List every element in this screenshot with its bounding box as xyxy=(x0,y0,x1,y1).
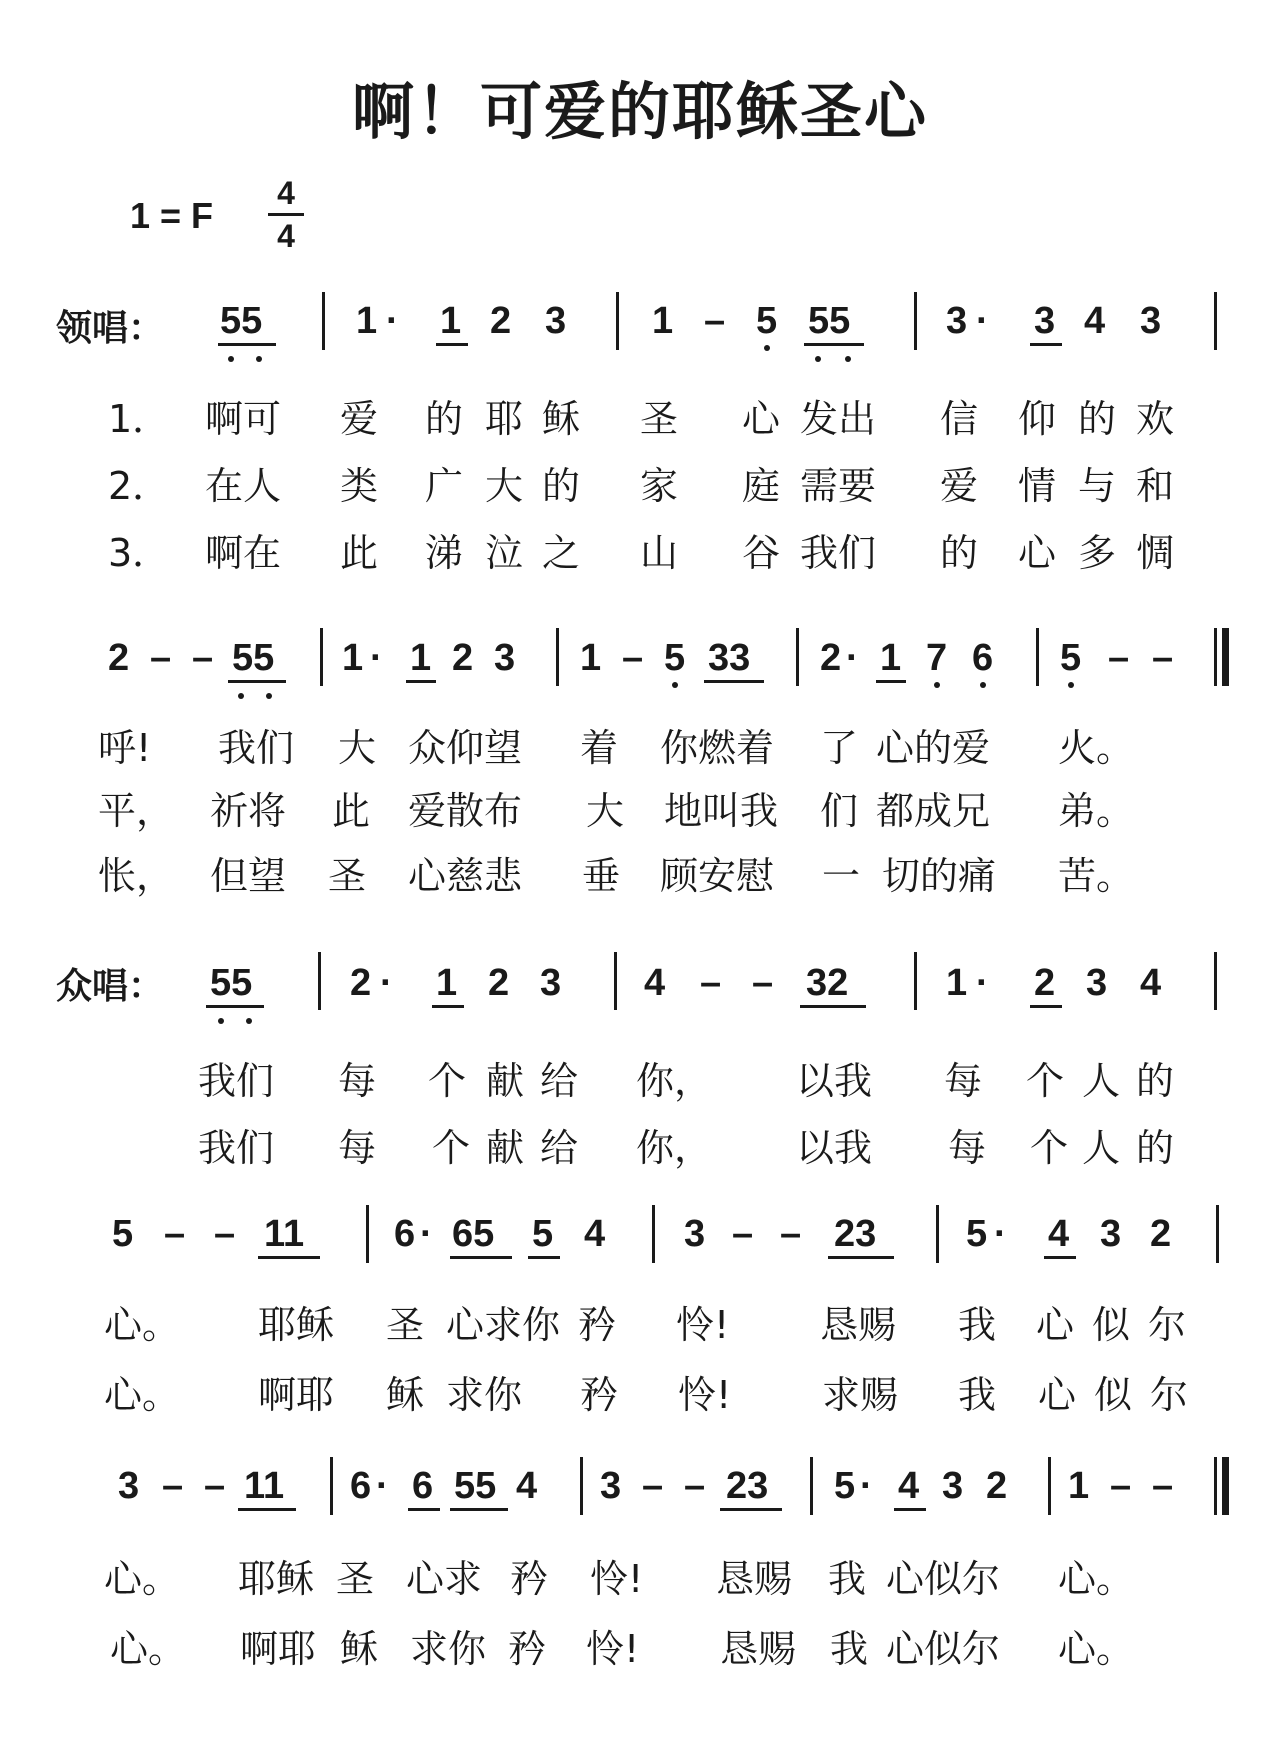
lyric-syllable: 稣 xyxy=(340,1627,379,1671)
dash: – xyxy=(192,637,214,679)
note: 5 xyxy=(756,300,778,342)
lyric-syllable: 矜 xyxy=(508,1627,547,1671)
barline xyxy=(556,628,559,686)
lyric-syllable: 怅， xyxy=(98,854,175,898)
final-barline-thick xyxy=(1222,628,1229,686)
note: 3 xyxy=(1086,962,1108,1004)
lyric-syllable: 惆 xyxy=(1136,531,1175,575)
lyric-syllable: 你燃着 xyxy=(660,726,775,770)
lyric-syllable: 火。 xyxy=(1058,726,1135,770)
lyric-syllable: 心求 xyxy=(406,1557,483,1601)
lyric-syllable: 怜! xyxy=(590,1557,644,1601)
note: 2 xyxy=(108,637,130,679)
lyric-syllable: 着 xyxy=(580,726,619,770)
dash: – xyxy=(684,1465,706,1507)
lyric-syllable: 啊在 xyxy=(205,531,282,575)
dot-note: · xyxy=(380,962,393,1004)
note: 2 xyxy=(452,637,474,679)
barline xyxy=(1214,292,1217,350)
lyric-syllable: 个 xyxy=(1030,1126,1069,1170)
lyric-syllable: 在人 xyxy=(205,464,282,508)
lyric-syllable: 心。 xyxy=(104,1303,181,1347)
lyric-syllable: 但望 xyxy=(210,854,287,898)
note: 1 xyxy=(880,637,902,679)
key-signature: 1 = F xyxy=(130,195,214,236)
note: 4 xyxy=(898,1465,920,1507)
barline xyxy=(652,1205,655,1263)
lyric-syllable: 耶稣 xyxy=(258,1303,335,1347)
lyric-syllable: 心的爱 xyxy=(876,726,991,770)
dash: – xyxy=(704,300,726,342)
lyric-syllable: 啊耶 xyxy=(240,1627,317,1671)
time-signature xyxy=(268,175,304,254)
dash: – xyxy=(150,637,172,679)
note: 55 xyxy=(232,637,275,679)
note: 3 xyxy=(540,962,562,1004)
low-octave-dot xyxy=(238,693,244,699)
lyric-syllable: 的 xyxy=(542,464,581,508)
note: 1 xyxy=(356,300,378,342)
lyric-syllable: 弟。 xyxy=(1058,789,1135,833)
lyric-syllable: 涕 xyxy=(425,531,464,575)
lyric-syllable: 心似尔 xyxy=(886,1627,1001,1671)
lyric-syllable: 垂 xyxy=(582,854,621,898)
barline xyxy=(322,292,325,350)
note: 32 xyxy=(806,962,849,1004)
note: 6 xyxy=(350,1465,372,1507)
note: 3 xyxy=(1034,300,1056,342)
lyric-syllable: 我 xyxy=(828,1557,867,1601)
note: 5 xyxy=(966,1213,988,1255)
barline xyxy=(914,952,917,1010)
dash: – xyxy=(622,637,644,679)
lyric-syllable: 都成兄 xyxy=(876,789,991,833)
note: 3 xyxy=(1140,300,1162,342)
barline xyxy=(318,952,321,1010)
lyric-syllable: 矜 xyxy=(580,1373,619,1417)
barline xyxy=(1048,1457,1051,1515)
low-octave-dot xyxy=(934,682,940,688)
lyric-syllable: 恳赐 xyxy=(716,1557,793,1601)
lyric-syllable: 大 xyxy=(338,726,377,770)
note: 2 xyxy=(490,300,512,342)
lyric-syllable: 个 xyxy=(1026,1059,1065,1103)
note: 5 xyxy=(664,637,686,679)
underline xyxy=(218,343,276,346)
note: 2 xyxy=(986,1465,1008,1507)
lyric-syllable: 多 xyxy=(1078,531,1117,575)
note: 6 xyxy=(972,637,994,679)
underline xyxy=(704,680,764,683)
verse-number: 1． xyxy=(108,397,171,441)
lyric-syllable: 欢 xyxy=(1136,397,1175,441)
lyric-syllable: 矜 xyxy=(578,1303,617,1347)
lyric-syllable: 啊可 xyxy=(205,397,282,441)
note: 5 xyxy=(1060,637,1082,679)
underline xyxy=(528,1256,560,1259)
lyric-syllable: 恳赐 xyxy=(720,1627,797,1671)
lyric-syllable: 泣 xyxy=(485,531,524,575)
lyric-syllable: 大 xyxy=(586,789,625,833)
lyric-syllable: 的 xyxy=(1078,397,1117,441)
note: 65 xyxy=(452,1213,495,1255)
lyric-syllable: 信 xyxy=(940,397,979,441)
lyric-syllable: 你， xyxy=(636,1126,713,1170)
lyric-syllable: 人 xyxy=(1082,1059,1121,1103)
time-signature-bar xyxy=(268,213,304,216)
lyric-syllable: 和 xyxy=(1136,464,1175,508)
note: 11 xyxy=(244,1465,285,1507)
note: 55 xyxy=(210,962,253,1004)
lyric-syllable: 心。 xyxy=(104,1557,181,1601)
lyric-syllable: 顾安慰 xyxy=(660,854,775,898)
underline xyxy=(720,1508,782,1511)
lyric-syllable: 个 xyxy=(428,1059,467,1103)
note: 2 xyxy=(350,962,372,1004)
lyric-syllable: 每 xyxy=(338,1059,377,1103)
lyric-syllable: 的 xyxy=(940,531,979,575)
lyric-syllable: 心求你 xyxy=(446,1303,561,1347)
lyric-syllable: 呼! xyxy=(98,726,152,770)
lyric-syllable: 心 xyxy=(742,397,781,441)
note: 2 xyxy=(1034,962,1056,1004)
note: 5 xyxy=(532,1213,554,1255)
lyric-syllable: 圣 xyxy=(386,1303,425,1347)
lyric-syllable: 心。 xyxy=(104,1373,181,1417)
lyric-syllable: 心 xyxy=(1036,1303,1075,1347)
barline xyxy=(320,628,323,686)
low-octave-dot xyxy=(980,682,986,688)
lyric-syllable: 怜! xyxy=(678,1373,732,1417)
barline xyxy=(616,292,619,350)
lyric-syllable: 们 xyxy=(820,789,859,833)
verse-number: 3． xyxy=(108,531,171,575)
dot-note: · xyxy=(860,1465,873,1507)
note: 1 xyxy=(342,637,364,679)
barline xyxy=(1214,952,1217,1010)
note: 3 xyxy=(118,1465,140,1507)
lyric-syllable: 人 xyxy=(1082,1126,1121,1170)
barline xyxy=(936,1205,939,1263)
lyric-syllable: 心慈悲 xyxy=(408,854,523,898)
lyric-syllable: 家 xyxy=(640,464,679,508)
dash: – xyxy=(642,1465,664,1507)
note: 1 xyxy=(436,962,458,1004)
dot-note: · xyxy=(976,962,989,1004)
underline xyxy=(408,1508,440,1511)
dash: – xyxy=(1152,1465,1174,1507)
barline xyxy=(366,1205,369,1263)
lyric-syllable: 圣 xyxy=(640,397,679,441)
lyric-syllable: 的 xyxy=(1136,1059,1175,1103)
lyric-syllable: 怜! xyxy=(676,1303,730,1347)
lyric-syllable: 爱 xyxy=(340,397,379,441)
underline xyxy=(258,1256,320,1259)
lyric-syllable: 的 xyxy=(1136,1126,1175,1170)
lyric-syllable: 似 xyxy=(1094,1373,1133,1417)
low-octave-dot xyxy=(672,682,678,688)
note: 3 xyxy=(545,300,567,342)
lyric-syllable: 爱 xyxy=(940,464,979,508)
lyric-syllable: 之 xyxy=(542,531,581,575)
lyric-syllable: 求你 xyxy=(410,1627,487,1671)
lyric-syllable: 矜 xyxy=(510,1557,549,1601)
lyric-syllable: 大 xyxy=(485,464,524,508)
lyric-syllable: 的 xyxy=(425,397,464,441)
lyric-syllable: 稣 xyxy=(542,397,581,441)
lyric-syllable: 每 xyxy=(944,1059,983,1103)
note: 3 xyxy=(494,637,516,679)
note: 4 xyxy=(1140,962,1162,1004)
note: 6 xyxy=(412,1465,434,1507)
dot-note: · xyxy=(386,300,399,342)
lyric-syllable: 庭 xyxy=(742,464,781,508)
note: 1 xyxy=(440,300,462,342)
dash: – xyxy=(780,1213,802,1255)
lead-label: 领唱： xyxy=(56,308,165,349)
time-signature-bottom: 4 xyxy=(277,218,295,254)
dash: – xyxy=(204,1465,226,1507)
barline xyxy=(330,1457,333,1515)
lyric-syllable: 祈将 xyxy=(210,789,287,833)
lyric-syllable: 我们 xyxy=(198,1126,275,1170)
dash: – xyxy=(1110,1465,1132,1507)
underline xyxy=(238,1508,296,1511)
lyric-syllable: 类 xyxy=(340,464,379,508)
note: 55 xyxy=(454,1465,497,1507)
lyric-syllable: 与 xyxy=(1078,464,1117,508)
note: 4 xyxy=(644,962,666,1004)
underline xyxy=(228,680,286,683)
lyric-syllable: 此 xyxy=(340,531,379,575)
lyric-syllable: 一 xyxy=(822,854,861,898)
lyric-syllable: 此 xyxy=(332,789,371,833)
dash: – xyxy=(214,1213,236,1255)
note: 4 xyxy=(516,1465,538,1507)
lyric-syllable: 心 xyxy=(1018,531,1057,575)
underline xyxy=(828,1256,894,1259)
dash: – xyxy=(700,962,722,1004)
note: 7 xyxy=(926,637,948,679)
note: 3 xyxy=(600,1465,622,1507)
note: 1 xyxy=(410,637,432,679)
lyric-syllable: 似 xyxy=(1092,1303,1131,1347)
lyric-syllable: 我们 xyxy=(198,1059,275,1103)
barline xyxy=(914,292,917,350)
final-barline-thick xyxy=(1222,1457,1229,1515)
note: 3 xyxy=(1100,1213,1122,1255)
dash: – xyxy=(1152,637,1174,679)
underline xyxy=(450,1508,508,1511)
note: 1 xyxy=(1068,1465,1090,1507)
final-barline-thin xyxy=(1214,1457,1217,1515)
note: 3 xyxy=(684,1213,706,1255)
underline xyxy=(432,1005,464,1008)
note: 55 xyxy=(808,300,851,342)
chorus-label: 众唱： xyxy=(56,966,165,1007)
low-octave-dot xyxy=(218,1018,224,1024)
dot-note: · xyxy=(420,1213,433,1255)
lyric-syllable: 广 xyxy=(425,464,464,508)
lyric-syllable: 地叫我 xyxy=(664,789,779,833)
lyric-syllable: 切的痛 xyxy=(882,854,997,898)
lyric-syllable: 众仰望 xyxy=(408,726,523,770)
note: 55 xyxy=(220,300,263,342)
underline xyxy=(406,680,436,683)
lyric-syllable: 给 xyxy=(540,1059,579,1103)
lyric-syllable: 需要 xyxy=(800,464,877,508)
lyric-syllable: 了 xyxy=(820,726,859,770)
note: 1 xyxy=(946,962,968,1004)
underline xyxy=(804,343,864,346)
lyric-syllable: 尔 xyxy=(1148,1303,1187,1347)
lyric-syllable: 每 xyxy=(948,1126,987,1170)
note: 2 xyxy=(488,962,510,1004)
low-octave-dot xyxy=(845,356,851,362)
lyric-syllable: 平， xyxy=(98,789,175,833)
barline xyxy=(810,1457,813,1515)
lyric-syllable: 怜! xyxy=(586,1627,640,1671)
lyric-syllable: 求赐 xyxy=(822,1373,899,1417)
verse-number: 2． xyxy=(108,464,171,508)
note: 2 xyxy=(820,637,842,679)
underline xyxy=(206,1005,264,1008)
lyric-syllable: 心。 xyxy=(1058,1557,1135,1601)
lyric-syllable: 我 xyxy=(830,1627,869,1671)
lyric-syllable: 我 xyxy=(958,1303,997,1347)
underline xyxy=(1030,1005,1062,1008)
underline xyxy=(1044,1256,1076,1259)
note: 4 xyxy=(1048,1213,1070,1255)
final-barline-thin xyxy=(1214,628,1217,686)
note: 23 xyxy=(834,1213,877,1255)
lyric-syllable: 你， xyxy=(636,1059,713,1103)
barline xyxy=(796,628,799,686)
lyric-syllable: 给 xyxy=(540,1126,579,1170)
low-octave-dot xyxy=(1068,682,1074,688)
underline xyxy=(876,680,906,683)
lyric-syllable: 我 xyxy=(958,1373,997,1417)
note: 1 xyxy=(580,637,602,679)
note: 4 xyxy=(584,1213,606,1255)
lyric-syllable: 啊耶 xyxy=(258,1373,335,1417)
underline xyxy=(450,1256,512,1259)
note: 33 xyxy=(708,637,751,679)
barline xyxy=(1216,1205,1219,1263)
lyric-syllable: 恳赐 xyxy=(820,1303,897,1347)
note: 23 xyxy=(726,1465,769,1507)
dot-note: · xyxy=(370,637,383,679)
barline xyxy=(614,952,617,1010)
lyric-syllable: 每 xyxy=(338,1126,377,1170)
lyric-syllable: 心似尔 xyxy=(886,1557,1001,1601)
note: 2 xyxy=(1150,1213,1172,1255)
underline xyxy=(436,343,468,346)
note: 6 xyxy=(394,1213,416,1255)
lyric-syllable: 求你 xyxy=(446,1373,523,1417)
low-octave-dot xyxy=(246,1018,252,1024)
lyric-syllable: 我们 xyxy=(218,726,295,770)
low-octave-dot xyxy=(815,356,821,362)
dash: – xyxy=(162,1465,184,1507)
lyric-syllable: 献 xyxy=(486,1126,525,1170)
lyric-syllable: 尔 xyxy=(1150,1373,1189,1417)
lyric-syllable: 个 xyxy=(432,1126,471,1170)
low-octave-dot xyxy=(764,345,770,351)
lyric-syllable: 爱散布 xyxy=(408,789,523,833)
note: 11 xyxy=(264,1213,305,1255)
lyric-syllable: 心 xyxy=(1038,1373,1077,1417)
barline xyxy=(1036,628,1039,686)
lyric-syllable: 圣 xyxy=(336,1557,375,1601)
lyric-syllable: 苦。 xyxy=(1058,854,1135,898)
time-signature-top: 4 xyxy=(277,175,295,211)
song-title: 啊！可爱的耶稣圣心 xyxy=(351,75,928,148)
lyric-syllable: 山 xyxy=(640,531,679,575)
lyric-syllable: 耶 xyxy=(485,397,524,441)
note: 4 xyxy=(1084,300,1106,342)
barline xyxy=(580,1457,583,1515)
dash: – xyxy=(752,962,774,1004)
lyric-syllable: 以我 xyxy=(796,1059,873,1103)
lyric-syllable: 谷 xyxy=(742,531,781,575)
note: 5 xyxy=(834,1465,856,1507)
low-octave-dot xyxy=(256,356,262,362)
lyric-syllable: 发出 xyxy=(800,397,877,441)
dot-note: · xyxy=(376,1465,389,1507)
lyric-syllable: 我们 xyxy=(800,531,877,575)
note: 3 xyxy=(946,300,968,342)
note: 5 xyxy=(112,1213,134,1255)
note: 3 xyxy=(942,1465,964,1507)
lyric-syllable: 心。 xyxy=(1058,1627,1135,1671)
lyric-syllable: 耶稣 xyxy=(238,1557,315,1601)
note: 1 xyxy=(652,300,674,342)
lyric-syllable: 稣 xyxy=(386,1373,425,1417)
lyric-syllable: 心。 xyxy=(110,1627,187,1671)
lyric-syllable: 献 xyxy=(486,1059,525,1103)
low-octave-dot xyxy=(228,356,234,362)
dash: – xyxy=(164,1213,186,1255)
dash: – xyxy=(1108,637,1130,679)
lyric-syllable: 以我 xyxy=(796,1126,873,1170)
lyric-syllable: 仰 xyxy=(1018,397,1057,441)
underline xyxy=(1030,343,1062,346)
dash: – xyxy=(732,1213,754,1255)
dot-note: · xyxy=(846,637,859,679)
underline xyxy=(800,1005,866,1008)
dot-note: · xyxy=(976,300,989,342)
low-octave-dot xyxy=(266,693,272,699)
lyric-syllable: 情 xyxy=(1018,464,1057,508)
dot-note: · xyxy=(994,1213,1007,1255)
lyric-syllable: 圣 xyxy=(328,854,367,898)
underline xyxy=(894,1508,926,1511)
